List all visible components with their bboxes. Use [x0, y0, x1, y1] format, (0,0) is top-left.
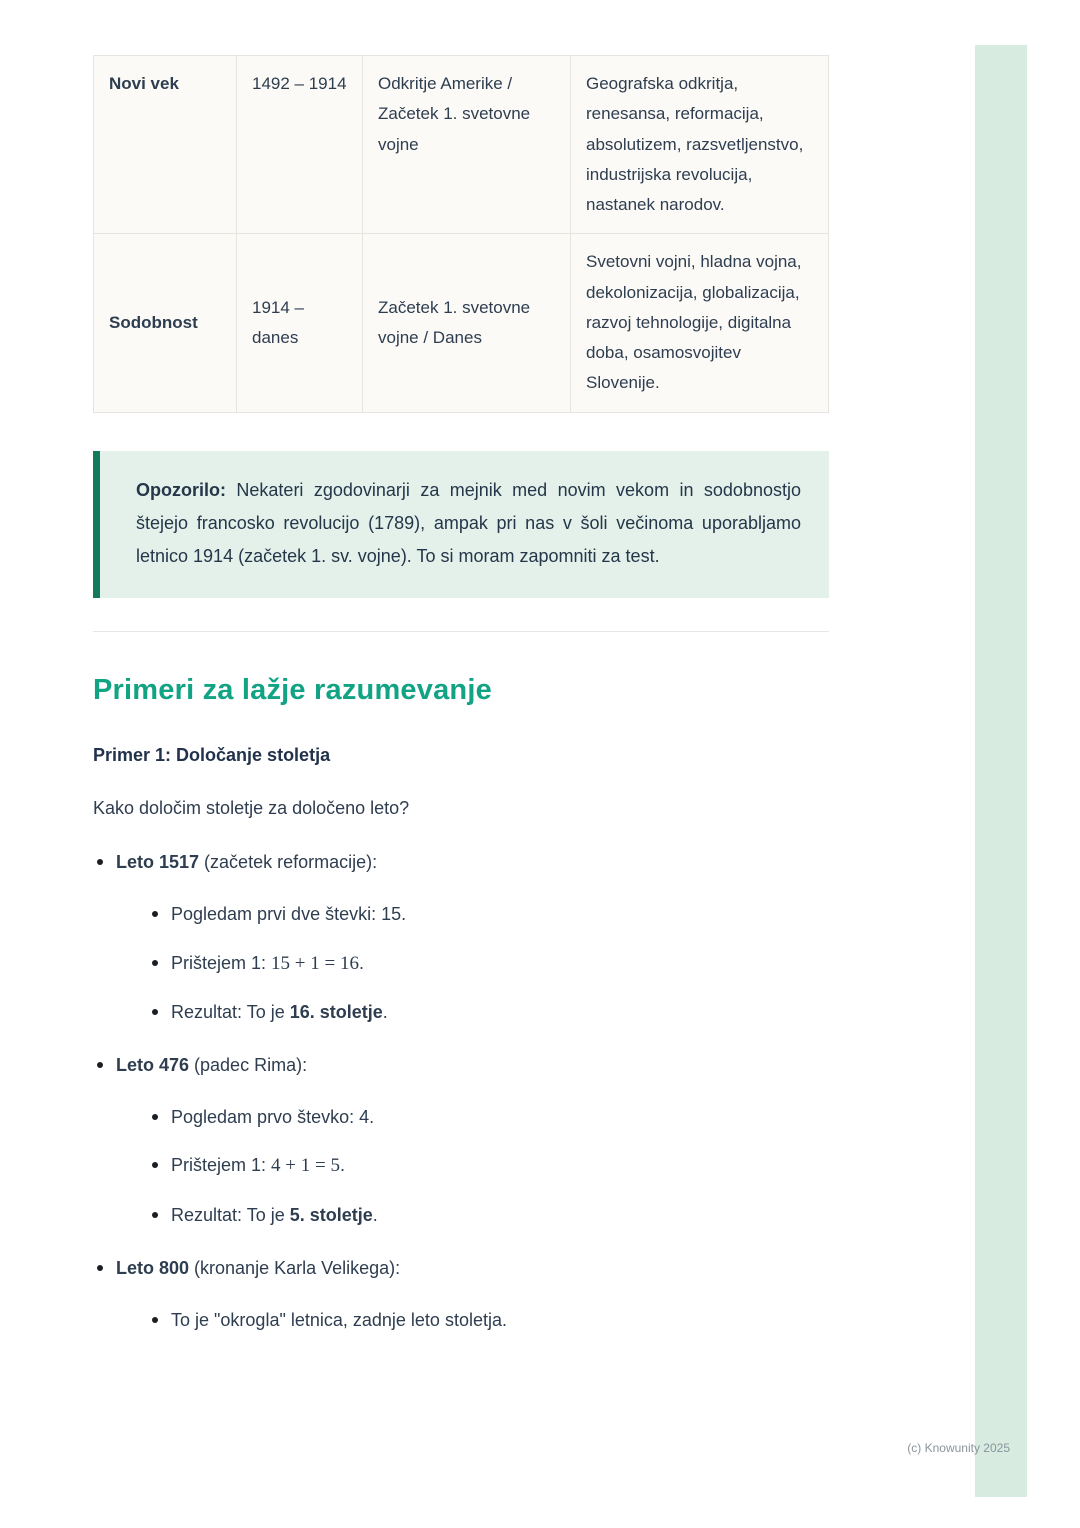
nested-list [148, 1307, 829, 1333]
bold-text: 16. stoletje [289, 1002, 383, 1023]
cell-event: Odkritje Amerike / Začetek 1. svetovne vojne [363, 56, 571, 234]
list-item [93, 1255, 829, 1333]
list-item [148, 901, 829, 927]
text: . [358, 952, 364, 973]
section-heading: Primeri za lažje razumevanje [93, 674, 492, 707]
math-text: 4 + 1 = 5 [271, 1155, 340, 1177]
text: . [339, 1155, 345, 1176]
text: Rezultat: To je [171, 1002, 290, 1023]
bold-text: Leto 800 [116, 1258, 190, 1279]
history-periods-table [93, 55, 829, 413]
text: Prištejem 1: [171, 1155, 272, 1176]
list-item [148, 950, 829, 978]
bold-text: Leto 1517 [116, 852, 200, 873]
text: Prištejem 1: [171, 952, 272, 973]
cell-description: Geografska odkritja, renesansa, reformacija, absolutizem, razsvetljenstvo, industrijska revolucija, nastanek narodov. [571, 56, 829, 234]
callout-label: Opozorilo: [136, 479, 226, 500]
list-item [148, 1307, 829, 1333]
page-edge-bar [975, 45, 1027, 1497]
cell-period: Sodobnost [94, 234, 237, 412]
nested-list [148, 1104, 829, 1228]
cell-period: Novi vek [94, 56, 237, 234]
text: (padec Rima): [189, 1055, 308, 1076]
nested-list [148, 901, 829, 1025]
bold-text: Leto 476 [116, 1055, 190, 1076]
text: Pogledam prvo števko: 4. [171, 1107, 375, 1128]
text: Rezultat: To je [171, 1204, 290, 1225]
text: To je "okrogla" letnica, zadnje leto stoletja. [171, 1310, 507, 1331]
warning-callout [93, 451, 829, 599]
list-item [148, 999, 829, 1025]
bold-text: 5. stoletje [289, 1204, 373, 1225]
table-row [94, 234, 829, 412]
list-item [93, 1052, 829, 1228]
callout-text: Nekateri zgodovinarji za mejnik med novim vekom in sodobnostjo štejejo francosko revolucijo (1789), ampak pri nas v šoli večinoma uporabljamo letnico 1914 (začetek 1. sv. vojne). To si moram zapomniti za test. [136, 479, 801, 567]
cell-years: 1914 – danes [237, 234, 363, 412]
table-body [94, 56, 829, 413]
text: . [372, 1204, 378, 1225]
list-item [93, 849, 829, 1025]
table-row [94, 56, 829, 234]
text: Pogledam prvi dve števki: 15. [171, 904, 407, 925]
cell-event: Začetek 1. svetovne vojne / Danes [363, 234, 571, 412]
document-content [93, 55, 829, 1360]
list-item [148, 1152, 829, 1180]
list-item [148, 1202, 829, 1228]
text: (začetek reformacije): [199, 852, 378, 873]
text: (kronanje Karla Velikega): [189, 1258, 401, 1279]
section-divider [93, 631, 829, 632]
list-item [148, 1104, 829, 1130]
cell-description: Svetovni vojni, hladna vojna, dekolonizacija, globalizacija, razvoj tehnologije, digitalna doba, osamosvojitev Slovenije. [571, 234, 829, 412]
copyright-footer: (c) Knowunity 2025 [907, 1441, 1010, 1455]
math-text: 15 + 1 = 16 [271, 952, 359, 974]
text: . [382, 1002, 388, 1023]
example-title: Primer 1: Določanje stoletja [93, 745, 331, 766]
cell-years: 1492 – 1914 [237, 56, 363, 234]
examples-list [93, 849, 829, 1333]
question-paragraph: Kako določim stoletje za določeno leto? [93, 798, 410, 819]
